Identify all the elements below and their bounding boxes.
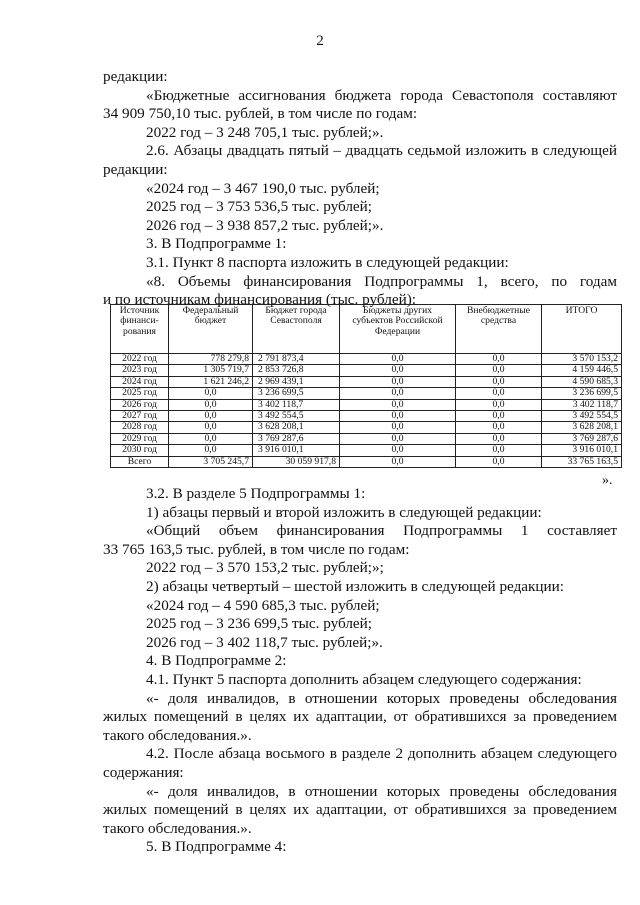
paragraph: 3.2. В разделе 5 Подпрограммы 1: — [146, 485, 366, 502]
paragraph: 2) абзацы четвертый – шестой изложить в следующей редакции: — [146, 577, 565, 595]
paragraph: 2.6. Абзацы двадцать пятый – двадцать седьмой изложить в следующей — [146, 142, 617, 160]
table-cell: 1 305 719,7 — [169, 365, 253, 376]
table-cell: 2029 год — [111, 433, 169, 444]
table-cell: 0,0 — [456, 399, 542, 410]
column-header: ИТОГО — [542, 305, 622, 354]
page-number: 2 — [316, 33, 324, 49]
table-row — [111, 422, 622, 433]
table-cell: 3 628 208,1 — [542, 422, 622, 433]
table-cell: 4 159 446,5 — [542, 365, 622, 376]
table-cell: 3 402 118,7 — [253, 399, 340, 410]
paragraph: «Общий объем финансирования Подпрограммы 1 составляет — [146, 522, 617, 540]
table-cell: 0,0 — [169, 422, 253, 433]
table-cell: 0,0 — [340, 445, 456, 456]
table-cell: 0,0 — [456, 354, 542, 365]
paragraph: 33 765 163,5 тыс. рублей, в том числе по годам: — [103, 540, 410, 558]
table-cell: 3 628 208,1 — [253, 422, 340, 433]
table-row — [111, 388, 622, 399]
table-cell: 778 279,8 — [169, 354, 253, 365]
table-cell: 2023 год — [111, 365, 169, 376]
table-cell: 0,0 — [340, 376, 456, 387]
text-after-table — [103, 485, 617, 857]
table-cell: 3 492 554,5 — [542, 411, 622, 422]
table-cell: 2030 год — [111, 445, 169, 456]
paragraph: «- доля инвалидов, в отношении которых проведены обследования жилых помещений в целях их адаптации, от обратившихся за проведением такого обследования.». — [103, 782, 617, 837]
table-closing-quote: ». — [602, 473, 613, 488]
text-before-table — [103, 68, 617, 310]
paragraph: «2024 год – 4 590 685,3 тыс. рублей; — [146, 596, 380, 614]
table-row — [111, 433, 622, 444]
table-cell: 0,0 — [456, 445, 542, 456]
column-header: Источник финанси-рования — [111, 305, 169, 354]
table-row-total — [111, 456, 622, 467]
table-cell: 4 590 685,3 — [542, 376, 622, 387]
table-header-row — [111, 305, 622, 354]
table-cell: 0,0 — [340, 365, 456, 376]
table-cell: 0,0 — [456, 433, 542, 444]
table-cell: 3 916 010,1 — [253, 445, 340, 456]
table-cell: 0,0 — [340, 422, 456, 433]
paragraph: 2025 год – 3 236 699,5 тыс. рублей; — [146, 615, 373, 633]
column-header: Внебюджетные средства — [456, 305, 542, 354]
paragraph: 2025 год – 3 753 536,5 тыс. рублей; — [146, 198, 373, 216]
table-cell: 2025 год — [111, 388, 169, 399]
table-cell: 0,0 — [169, 411, 253, 422]
table-row — [111, 376, 622, 387]
paragraph: и по источникам финансирования (тыс. рублей): — [103, 291, 417, 309]
paragraph: 1) абзацы первый и второй изложить в следующей редакции: — [146, 503, 542, 521]
paragraph: 2026 год – 3 938 857,2 тыс. рублей;». — [146, 216, 384, 234]
table-cell: 33 765 163,5 — [542, 456, 622, 467]
table-cell: 0,0 — [169, 433, 253, 444]
table-cell: 2 853 726,8 — [253, 365, 340, 376]
table-cell: 0,0 — [456, 388, 542, 399]
table-cell: 3 705 245,7 — [169, 456, 253, 467]
table-cell: 2026 год — [111, 399, 169, 410]
paragraph: редакции: — [103, 68, 168, 85]
table-cell: 1 621 246,2 — [169, 376, 253, 387]
financing-table — [110, 304, 622, 468]
table-row — [111, 399, 622, 410]
paragraph: 2022 год – 3 248 705,1 тыс. рублей;». — [146, 123, 384, 141]
paragraph: «8. Объемы финансирования Подпрограммы 1, всего, по годам — [146, 272, 617, 290]
table-cell: 0,0 — [456, 411, 542, 422]
paragraph: 4.1. Пункт 5 паспорта дополнить абзацем следующего содержания: — [146, 670, 582, 688]
table-row — [111, 411, 622, 422]
table-cell: 3 916 010,1 — [542, 445, 622, 456]
table-cell: 3 402 118,7 — [542, 399, 622, 410]
paragraph: редакции: — [103, 160, 168, 178]
paragraph: 3. В Подпрограмме 1: — [146, 235, 287, 253]
table-cell: 30 059 917,8 — [253, 456, 340, 467]
table-cell: 0,0 — [340, 388, 456, 399]
table-row — [111, 354, 622, 365]
table-cell: 0,0 — [169, 388, 253, 399]
paragraph: 4.2. После абзаца восьмого в разделе 2 дополнить абзацем следующего содержания: — [103, 745, 617, 781]
table-cell: 0,0 — [169, 399, 253, 410]
table-cell: 2 969 439,1 — [253, 376, 340, 387]
table-row — [111, 365, 622, 376]
paragraph: 2022 год – 3 570 153,2 тыс. рублей;»; — [146, 559, 384, 577]
table-cell: 2028 год — [111, 422, 169, 433]
column-header: Бюджеты других субъектов Российской Федерации — [340, 305, 456, 354]
table-row — [111, 445, 622, 456]
column-header: Бюджет города Севастополя — [253, 305, 340, 354]
table-cell: 0,0 — [456, 365, 542, 376]
paragraph: «- доля инвалидов, в отношении которых проведены обследования жилых помещений в целях их адаптации, от обратившихся за проведением такого обследования.». — [103, 689, 617, 744]
table-cell: 2 791 873,4 — [253, 354, 340, 365]
paragraph: 5. В Подпрограмме 4: — [146, 838, 287, 856]
paragraph: 34 909 750,10 тыс. рублей, в том числе по годам: — [103, 105, 418, 123]
paragraph: 2026 год – 3 402 118,7 тыс. рублей;». — [146, 633, 383, 651]
paragraph: «Бюджетные ассигнования бюджета города Севастополя составляют — [146, 86, 617, 104]
paragraph: 3.1. Пункт 8 паспорта изложить в следующей редакции: — [146, 253, 509, 271]
table-cell: 0,0 — [340, 399, 456, 410]
paragraph: «2024 год – 3 467 190,0 тыс. рублей; — [146, 179, 380, 197]
table-cell: 2022 год — [111, 354, 169, 365]
table-cell: 0,0 — [340, 411, 456, 422]
table-cell: 0,0 — [456, 376, 542, 387]
table-cell: 0,0 — [340, 433, 456, 444]
paragraph: 4. В Подпрограмме 2: — [146, 652, 287, 670]
table-cell: 0,0 — [456, 456, 542, 467]
table-cell: 2027 год — [111, 411, 169, 422]
table-cell: 3 769 287,6 — [253, 433, 340, 444]
table-cell: 0,0 — [456, 422, 542, 433]
table-cell: 3 492 554,5 — [253, 411, 340, 422]
table-cell: 3 236 699,5 — [253, 388, 340, 399]
table-cell: Всего — [111, 456, 169, 467]
table-cell: 3 236 699,5 — [542, 388, 622, 399]
table-cell: 2024 год — [111, 376, 169, 387]
table-cell: 0,0 — [340, 354, 456, 365]
table-cell: 0,0 — [340, 456, 456, 467]
table-cell: 3 769 287,6 — [542, 433, 622, 444]
table-cell: 3 570 153,2 — [542, 354, 622, 365]
column-header: Федеральный бюджет — [169, 305, 253, 354]
table-cell: 0,0 — [169, 445, 253, 456]
